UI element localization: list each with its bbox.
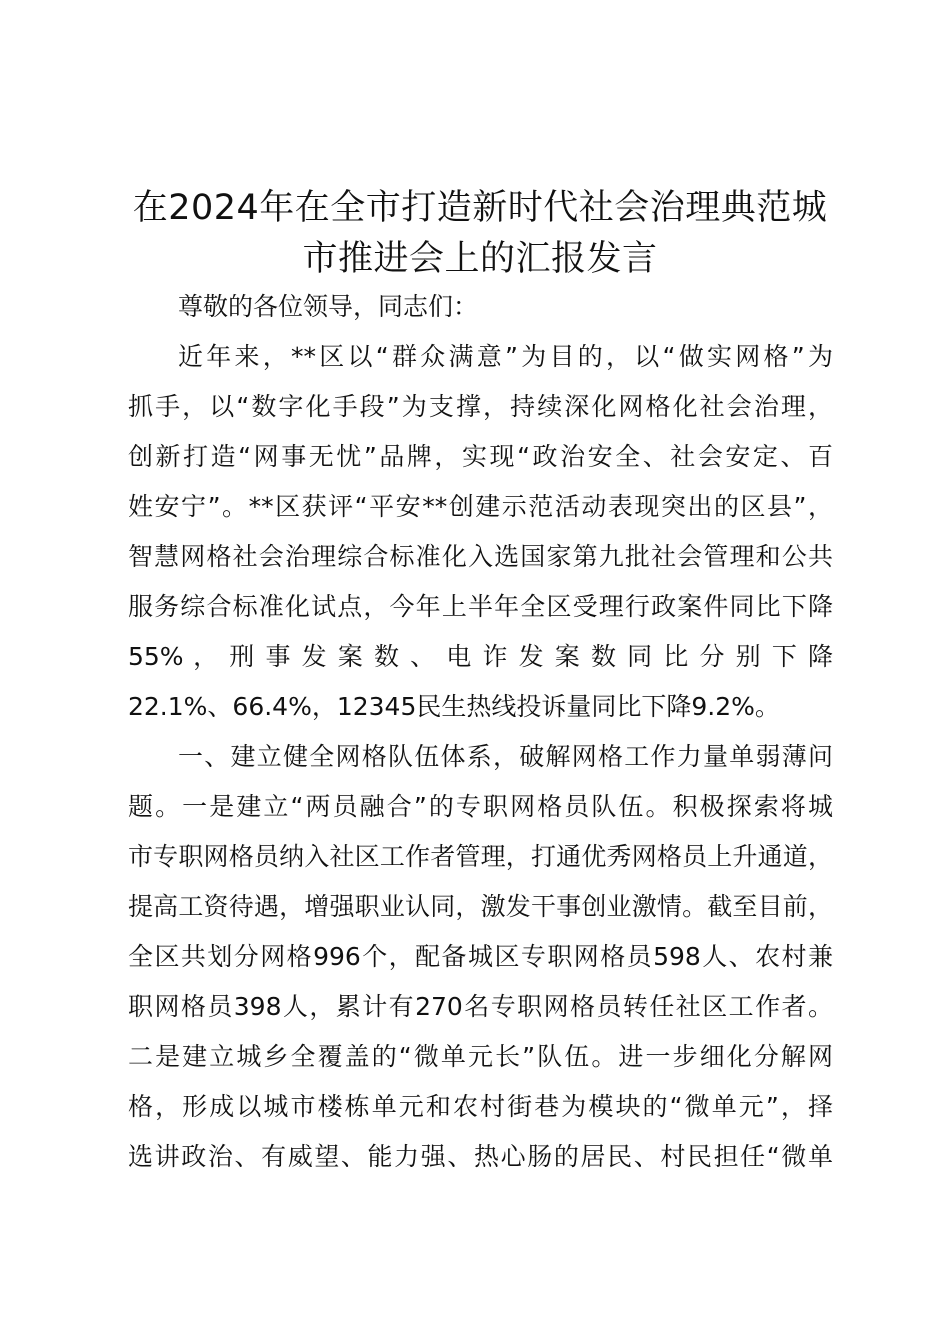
section-heading-line: 一、建立健全网格队伍体系，破解网格工作力量单弱薄问	[178, 742, 833, 771]
title-line-2: 市推进会上的汇报发言	[302, 239, 658, 279]
body-line: 选讲政治、有威望、能力强、热心肠的居民、村民担任“微单	[128, 1142, 833, 1171]
body-line: 二是建立城乡全覆盖的“微单元长”队伍。进一步细化分解网	[128, 1042, 833, 1071]
body-line: 格，形成以城市楼栋单元和农村街巷为模块的“微单元”，择	[128, 1092, 833, 1121]
body-line: 职网格员398人，累计有270名专职网格员转任社区工作者。	[128, 992, 833, 1021]
body-line: 全区共划分网格996个，配备城区专职网格员598人、农村兼	[128, 942, 833, 971]
body-line: 智慧网格社会治理综合标准化入选国家第九批社会管理和公共	[128, 542, 833, 571]
body-line: 市专职网格员纳入社区工作者管理，打通优秀网格员上升通道，	[128, 842, 833, 871]
document-title	[110, 183, 850, 285]
body-line: 姓安宁”。**区获评“平安**创建示范活动表现突出的区县”，	[128, 492, 833, 521]
body-line: 提高工资待遇，增强职业认同，激发干事创业激情。截至目前，	[128, 892, 833, 921]
title-line-1: 在2024年在全市打造新时代社会治理典范城	[132, 188, 828, 228]
body-line: 创新打造“网事无忧”品牌，实现“政治安全、社会安定、百	[128, 442, 833, 471]
document-body	[128, 282, 833, 1182]
body-line: 近年来，**区以“群众满意”为目的，以“做实网格”为	[178, 342, 833, 371]
body-line: 抓手，以“数字化手段”为支撑，持续深化网格化社会治理，	[128, 392, 833, 421]
body-line: 55% ， 刑 事 发 案 数 、 电 诈 发 案 数 同 比 分 别 下 降	[128, 642, 833, 671]
body-line: 服务综合标准化试点，今年上半年全区受理行政案件同比下降	[128, 592, 833, 621]
body-line: 22.1%、66.4%，12345民生热线投诉量同比下降9.2%。	[128, 692, 780, 721]
body-line: 题。一是建立“两员融合”的专职网格员队伍。积极探索将城	[128, 792, 833, 821]
salutation-line: 尊敬的各位领导，同志们：	[178, 292, 479, 321]
